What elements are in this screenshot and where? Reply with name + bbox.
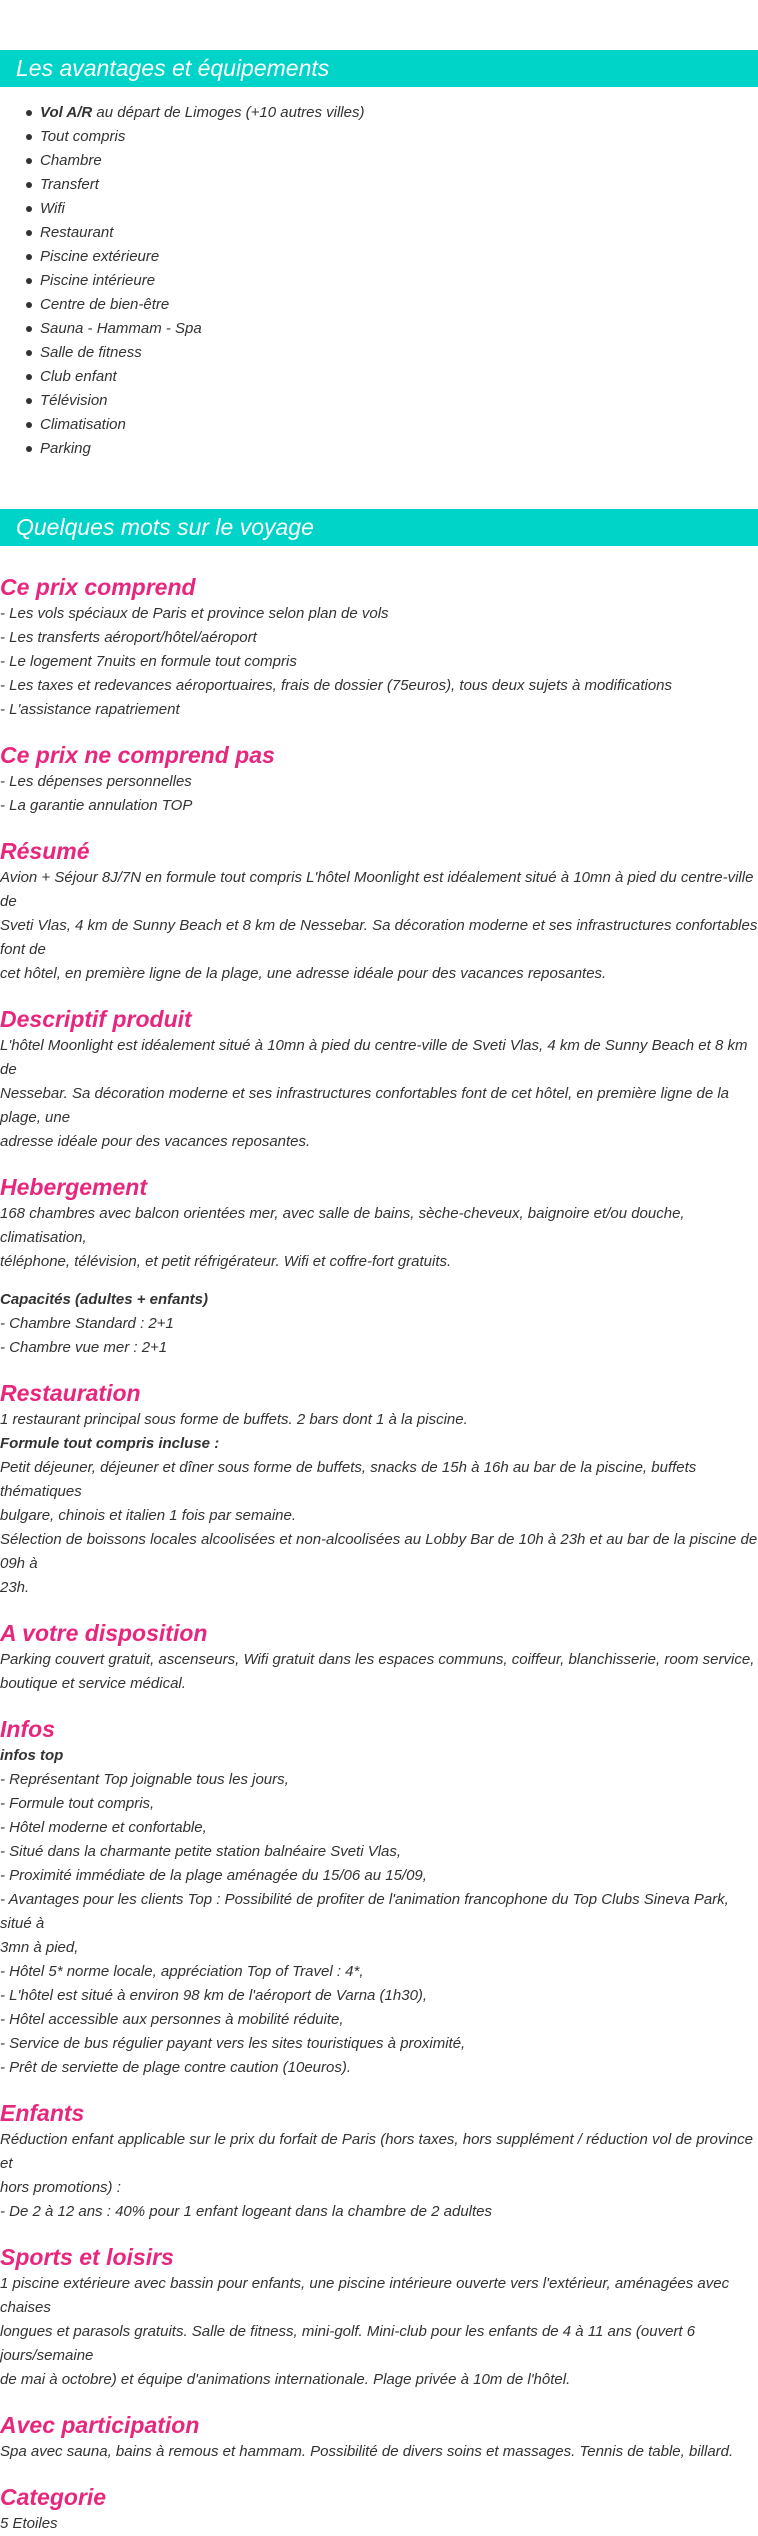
text-line: - Formule tout compris, bbox=[0, 1795, 155, 1812]
section-categorie bbox=[0, 2482, 758, 2536]
text-line: Avion + Séjour 8J/7N en formule tout compris L'hôtel Moonlight est idéalement situé à 10mn à pied du centre-ville de bbox=[0, 869, 754, 910]
text-line: Spa avec sauna, bains à remous et hammam. Possibilité de divers soins et massages. Tennis de table, billard. bbox=[0, 2443, 734, 2460]
list-item: Climatisation bbox=[22, 413, 758, 437]
section-participation bbox=[0, 2410, 758, 2464]
text-line: - Les dépenses personnelles bbox=[0, 773, 192, 790]
text-line: hors promotions) : bbox=[0, 2179, 121, 2196]
trip-heading: Quelques mots sur le voyage bbox=[0, 509, 758, 546]
section-infos bbox=[0, 1714, 758, 2080]
text-line: téléphone, télévision, et petit réfrigérateur. Wifi et coffre-fort gratuits. bbox=[0, 1253, 452, 1270]
text-line: - Situé dans la charmante petite station balnéaire Sveti Vlas, bbox=[0, 1843, 402, 1860]
text-line: - Service de bus régulier payant vers les sites touristiques à proximité, bbox=[0, 2035, 466, 2052]
flight-detail: au départ de Limoges (+10 autres villes) bbox=[92, 104, 365, 121]
section-title: Categorie bbox=[0, 2484, 107, 2510]
section-enfants bbox=[0, 2098, 758, 2224]
flight-label: Vol A/R bbox=[40, 104, 93, 121]
list-item: Parking bbox=[22, 437, 758, 461]
section-prix-comprend bbox=[0, 572, 758, 722]
list-item: Chambre bbox=[22, 149, 758, 173]
text-line: - La garantie annulation TOP bbox=[0, 797, 193, 814]
capacity-label: Capacités (adultes + enfants) bbox=[0, 1291, 208, 1308]
text-line: de mai à octobre) et équipe d'animations internationale. Plage privée à 10m de l'hôtel. bbox=[0, 2371, 571, 2388]
text-line: - Les transferts aéroport/hôtel/aéroport bbox=[0, 629, 257, 646]
list-item: Tout compris bbox=[22, 125, 758, 149]
section-hebergement bbox=[0, 1172, 758, 1360]
text-line: cet hôtel, en première ligne de la plage, une adresse idéale pour des vacances reposantes. bbox=[0, 965, 607, 982]
section-title: A votre disposition bbox=[0, 1620, 208, 1646]
section-title: Hebergement bbox=[0, 1174, 147, 1200]
list-item: Sauna - Hammam - Spa bbox=[22, 317, 758, 341]
text-line: L'hôtel Moonlight est idéalement situé à 10mn à pied du centre-ville de Sveti Vlas, 4 km de Sunny Beach et 8 km de bbox=[0, 1037, 748, 1078]
text-line: - Hôtel accessible aux personnes à mobilité réduite, bbox=[0, 2011, 344, 2028]
text-line: - Les vols spéciaux de Paris et province selon plan de vols bbox=[0, 605, 389, 622]
amenities-heading: Les avantages et équipements bbox=[0, 50, 758, 87]
text-line: - L'assistance rapatriement bbox=[0, 701, 180, 718]
list-item: Piscine intérieure bbox=[22, 269, 758, 293]
section-title: Enfants bbox=[0, 2100, 85, 2126]
list-item: Club enfant bbox=[22, 365, 758, 389]
section-resume bbox=[0, 836, 758, 986]
section-title: Sports et loisirs bbox=[0, 2244, 174, 2270]
text-line: 1 piscine extérieure avec bassin pour enfants, une piscine intérieure ouverte vers l'extérieur, aménagées avec chaises bbox=[0, 2275, 730, 2316]
section-descriptif bbox=[0, 1004, 758, 1154]
text-line: - Prêt de serviette de plage contre caution (10euros). bbox=[0, 2059, 352, 2076]
section-title: Résumé bbox=[0, 838, 90, 864]
text-line: 5 Etoiles bbox=[0, 2515, 58, 2532]
text-line: longues et parasols gratuits. Salle de fitness, mini-golf. Mini-club pour les enfants de 4 à 11 ans (ouvert 6 jours/semaine bbox=[0, 2323, 696, 2364]
section-sports bbox=[0, 2242, 758, 2392]
infos-subtitle: infos top bbox=[0, 1747, 64, 1764]
list-item: Centre de bien-être bbox=[22, 293, 758, 317]
section-title: Ce prix comprend bbox=[0, 574, 196, 600]
text-line: 1 restaurant principal sous forme de buffets. 2 bars dont 1 à la piscine. bbox=[0, 1411, 468, 1428]
text-line: Parking couvert gratuit, ascenseurs, Wifi gratuit dans les espaces communs, coiffeur, blanchisserie, room service, bbox=[0, 1651, 755, 1668]
text-line: - Avantages pour les clients Top : Possibilité de profiter de l'animation francophone du Top Clubs Sineva Park, situé à bbox=[0, 1891, 729, 1932]
list-item: Salle de fitness bbox=[22, 341, 758, 365]
list-item: Piscine extérieure bbox=[22, 245, 758, 269]
text-line: Sveti Vlas, 4 km de Sunny Beach et 8 km de Nessebar. Sa décoration moderne et ses infrastructures confortables font de bbox=[0, 917, 758, 958]
section-disposition bbox=[0, 1618, 758, 1696]
text-line: Réduction enfant applicable sur le prix du forfait de Paris (hors taxes, hors supplément / réduction vol de province et bbox=[0, 2131, 753, 2172]
text-line: Petit déjeuner, déjeuner et dîner sous forme de buffets, snacks de 15h à 16h au bar de la piscine, buffets thématiques bbox=[0, 1459, 697, 1500]
list-item: Télévision bbox=[22, 389, 758, 413]
section-title: Ce prix ne comprend pas bbox=[0, 742, 275, 768]
text-line: - Hôtel 5* norme locale, appréciation Top of Travel : 4*, bbox=[0, 1963, 364, 1980]
list-item bbox=[22, 101, 758, 125]
text-line: 168 chambres avec balcon orientées mer, avec salle de bains, sèche-cheveux, baignoire et/ou douche, climatisation, bbox=[0, 1205, 685, 1246]
section-title: Avec participation bbox=[0, 2412, 200, 2438]
list-item: Restaurant bbox=[22, 221, 758, 245]
text-line: - Proximité immédiate de la plage aménagée du 15/06 au 15/09, bbox=[0, 1867, 427, 1884]
list-item: Transfert bbox=[22, 173, 758, 197]
section-title: Restauration bbox=[0, 1380, 141, 1406]
list-item: Wifi bbox=[22, 197, 758, 221]
section-restauration bbox=[0, 1378, 758, 1600]
text-line: boutique et service médical. bbox=[0, 1675, 186, 1692]
text-line: 3mn à pied, bbox=[0, 1939, 79, 1956]
text-line: adresse idéale pour des vacances reposantes. bbox=[0, 1133, 311, 1150]
text-line: Nessebar. Sa décoration moderne et ses infrastructures confortables font de cet hôtel, en première ligne de la plage, une bbox=[0, 1085, 730, 1126]
formula-label: Formule tout compris incluse : bbox=[0, 1435, 220, 1452]
text-line: - De 2 à 12 ans : 40% pour 1 enfant logeant dans la chambre de 2 adultes bbox=[0, 2203, 492, 2220]
section-title: Infos bbox=[0, 1716, 55, 1742]
text-line: - Hôtel moderne et confortable, bbox=[0, 1819, 207, 1836]
text-line: Sélection de boissons locales alcoolisées et non-alcoolisées au Lobby Bar de 10h à 23h et au bar de la piscine de 09h à bbox=[0, 1531, 758, 1572]
text-line: - L'hôtel est situé à environ 98 km de l'aéroport de Varna (1h30), bbox=[0, 1987, 428, 2004]
text-line: bulgare, chinois et italien 1 fois par semaine. bbox=[0, 1507, 297, 1524]
amenities-list bbox=[0, 101, 758, 461]
text-line: - Le logement 7nuits en formule tout compris bbox=[0, 653, 297, 670]
text-line: - Chambre vue mer : 2+1 bbox=[0, 1339, 168, 1356]
section-prix-ne-comprend bbox=[0, 740, 758, 818]
text-line: - Représentant Top joignable tous les jours, bbox=[0, 1771, 289, 1788]
section-title: Descriptif produit bbox=[0, 1006, 192, 1032]
text-line: 23h. bbox=[0, 1579, 30, 1596]
text-line: - Chambre Standard : 2+1 bbox=[0, 1315, 174, 1332]
text-line: - Les taxes et redevances aéroportuaires, frais de dossier (75euros), tous deux sujets à modifications bbox=[0, 677, 673, 694]
